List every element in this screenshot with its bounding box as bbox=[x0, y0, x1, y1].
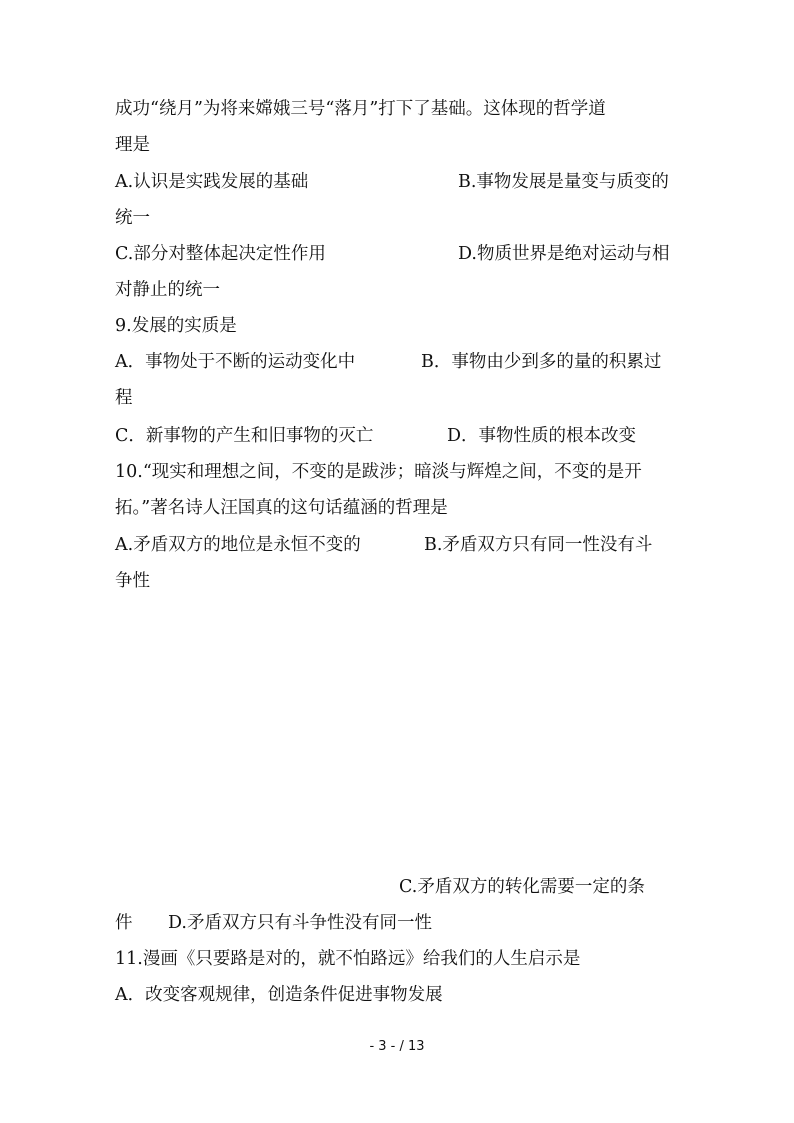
q10-option-d: D.矛盾双方只有斗争性没有同一性 bbox=[168, 913, 432, 933]
q9-stem: 9.发展的实质是 bbox=[115, 316, 237, 336]
q8-option-a: A.认识是实践发展的基础 bbox=[115, 172, 309, 192]
q8-option-c: C.部分对整体起决定性作用 bbox=[115, 244, 326, 264]
q10-option-c-cont: 件 bbox=[115, 913, 133, 933]
q8-option-d-cont: 对静止的统一 bbox=[115, 280, 220, 300]
q10-option-b: B.矛盾双方只有同一性没有斗 bbox=[424, 535, 653, 555]
q8-stem-line1: 成功“绕月”为将来嫦娥三号“落月”打下了基础。这体现的哲学道 bbox=[115, 99, 606, 119]
q10-stem-line1: 10.“现实和理想之间，不变的是跋涉；暗淡与辉煌之间，不变的是开 bbox=[115, 462, 642, 482]
q10-option-b-cont: 争性 bbox=[115, 571, 150, 591]
q8-option-d: D.物质世界是绝对运动与相 bbox=[458, 244, 670, 264]
q9-option-c: C．新事物的产生和旧事物的灭亡 bbox=[115, 426, 374, 446]
q10-stem-line2: 拓。”著名诗人汪国真的这句话蕴涵的哲理是 bbox=[115, 498, 448, 518]
page-number: - 3 - / 13 bbox=[369, 1039, 425, 1054]
q8-stem-line2: 理是 bbox=[115, 135, 150, 155]
q9-option-b-cont: 程 bbox=[115, 388, 133, 408]
q10-option-c: C.矛盾双方的转化需要一定的条 bbox=[399, 877, 645, 897]
q8-option-b-cont: 统一 bbox=[115, 208, 150, 228]
q9-option-a: A．事物处于不断的运动变化中 bbox=[115, 352, 356, 372]
q9-option-b: B．事物由少到多的量的积累过 bbox=[421, 352, 662, 372]
q10-option-a: A.矛盾双方的地位是永恒不变的 bbox=[115, 535, 361, 555]
q8-option-b: B.事物发展是量变与质变的 bbox=[458, 172, 669, 192]
q9-option-d: D．事物性质的根本改变 bbox=[447, 426, 637, 446]
q11-stem: 11.漫画《只要路是对的，就不怕路远》给我们的人生启示是 bbox=[115, 949, 581, 969]
q11-option-a: A．改变客观规律，创造条件促进事物发展 bbox=[115, 985, 443, 1005]
